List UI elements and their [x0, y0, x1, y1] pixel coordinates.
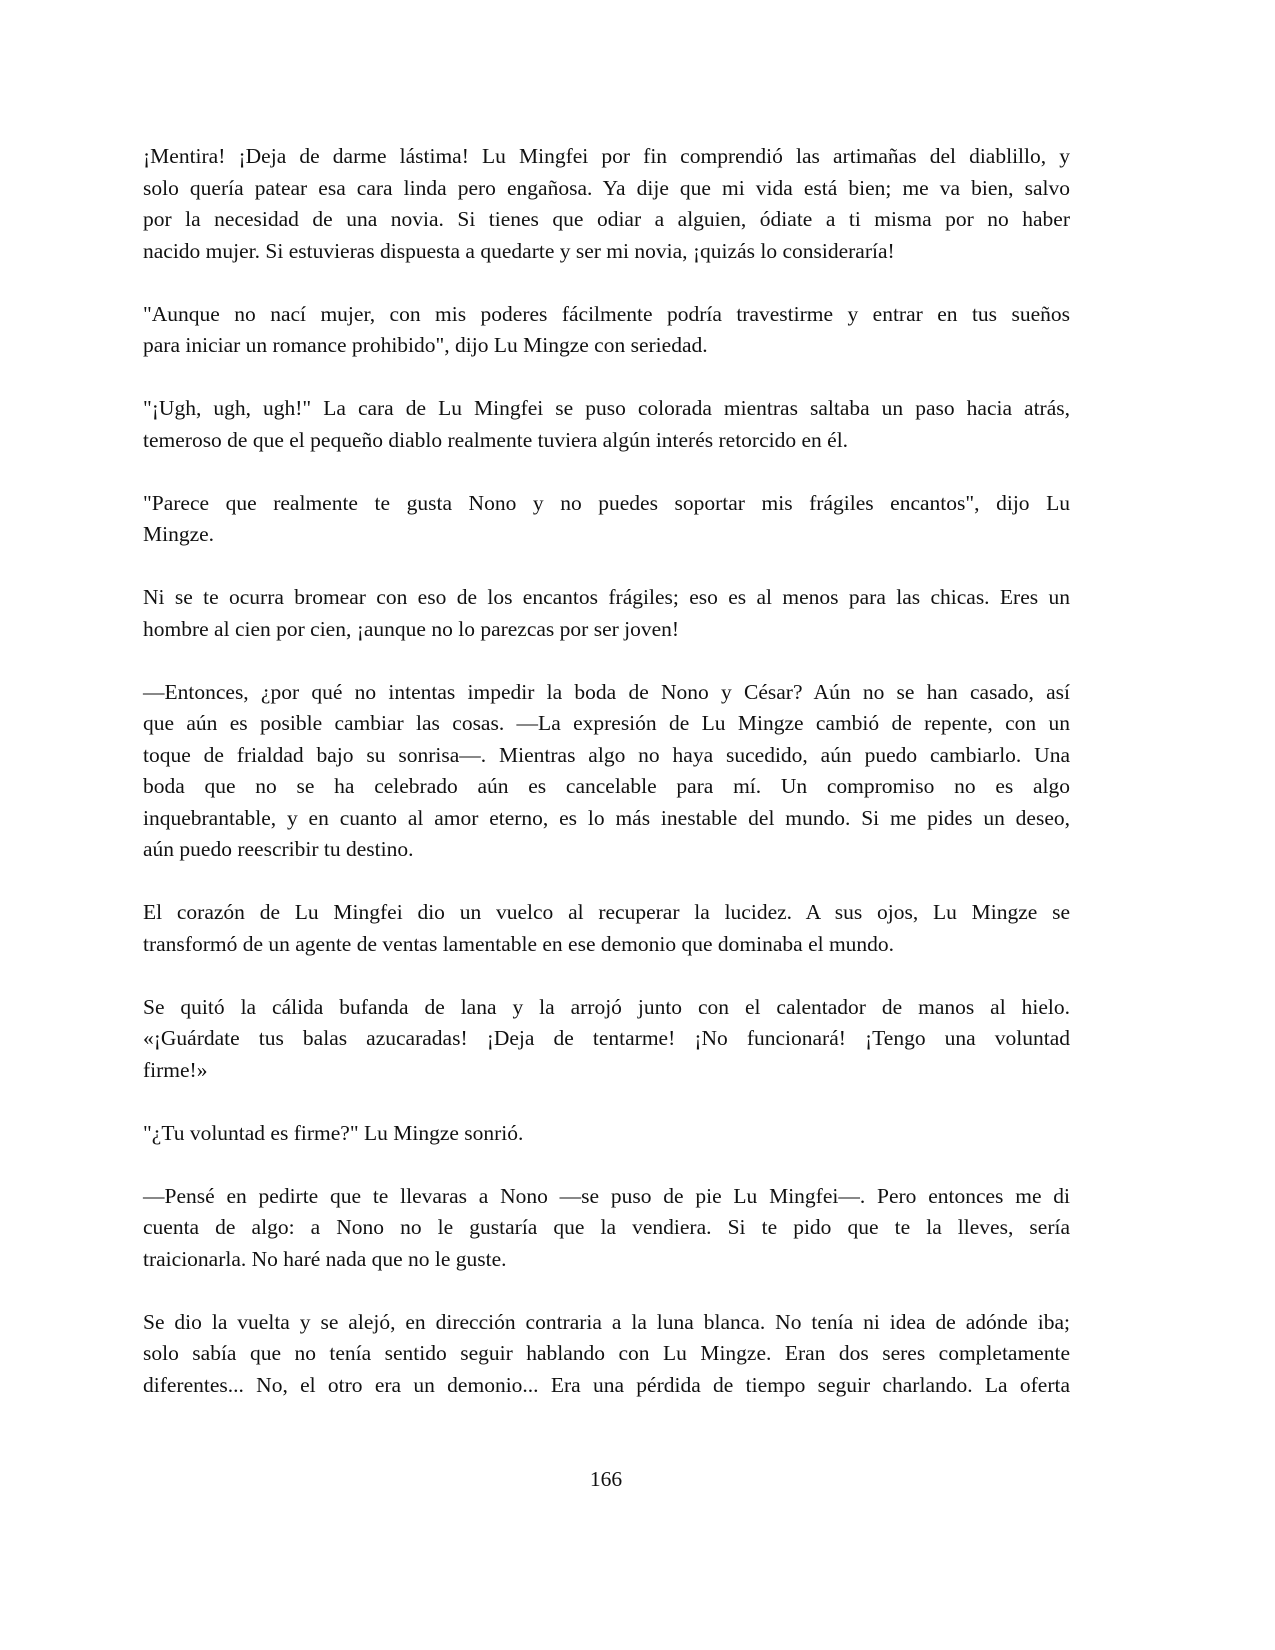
- text-line: —Pensé en pedirte que te llevaras a Nono —se puso de pie Lu Mingfei—. Pero entonces me di: [143, 1183, 1070, 1208]
- paragraph: [143, 141, 1070, 267]
- text-line: aún puedo reescribir tu destino.: [143, 837, 414, 861]
- text-line: "Parece que realmente te gusta Nono y no puedes soportar mis frágiles encantos", dijo Lu: [143, 490, 1070, 515]
- text-line: nacido mujer. Si estuvieras dispuesta a quedarte y ser mi novia, ¡quizás lo consideraría!: [143, 238, 895, 263]
- paragraph: [143, 299, 1070, 362]
- text-line: ¡Mentira! ¡Deja de darme lástima! Lu Mingfei por fin comprendió las artimañas del diablillo, y: [143, 144, 1070, 168]
- text-line: El corazón de Lu Mingfei dio un vuelco al recuperar la lucidez. A sus ojos, Lu Mingze se: [143, 900, 1070, 924]
- text-line: Se quitó la cálida bufanda de lana y la arrojó junto con el calentador de manos al hielo.: [143, 994, 1070, 1019]
- text-line: cuenta de algo: a Nono no le gustaría que la vendiera. Si te pido que te la lleves, sería: [143, 1215, 1070, 1239]
- text-line: boda que no se ha celebrado aún es cancelable para mí. Un compromiso no es algo: [143, 774, 1070, 798]
- paragraph: [143, 897, 1070, 960]
- paragraph: [143, 1307, 1070, 1402]
- text-line: firme!»: [143, 1057, 208, 1082]
- text-line: diferentes... No, el otro era un demonio... Era una pérdida de tiempo seguir charlando. La oferta: [143, 1372, 1070, 1397]
- text-line: para iniciar un romance prohibido", dijo Lu Mingze con seriedad.: [143, 333, 708, 357]
- paragraph: [143, 992, 1070, 1087]
- paragraph: [143, 488, 1070, 551]
- text-line: traicionarla. No haré nada que no le guste.: [143, 1246, 507, 1271]
- text-line: Se dio la vuelta y se alejó, en dirección contraria a la luna blanca. No tenía ni idea de adónde iba;: [143, 1309, 1070, 1334]
- paragraph: [143, 677, 1070, 866]
- paragraph: [143, 1181, 1070, 1276]
- text-line: —Entonces, ¿por qué no intentas impedir la boda de Nono y César? Aún no se han casado, así: [143, 679, 1070, 704]
- text-line: Ni se te ocurra bromear con eso de los encantos frágiles; eso es al menos para las chicas. Eres un: [143, 585, 1070, 609]
- paragraph: [143, 1118, 1070, 1150]
- text-line: inquebrantable, y en cuanto al amor eterno, es lo más inestable del mundo. Si me pides un deseo,: [143, 805, 1070, 830]
- text-line: «¡Guárdate tus balas azucaradas! ¡Deja de tentarme! ¡No funcionará! ¡Tengo una voluntad: [143, 1026, 1070, 1050]
- text-line: solo quería patear esa cara linda pero engañosa. Ya dije que mi vida está bien; me va bien, salvo: [143, 175, 1070, 200]
- paragraph: [143, 582, 1070, 645]
- text-line: Mingze.: [143, 522, 215, 546]
- text-line: solo sabía que no tenía sentido seguir hablando con Lu Mingze. Eran dos seres completamente: [143, 1341, 1070, 1365]
- paragraph: [143, 393, 1070, 456]
- text-line: toque de frialdad bajo su sonrisa—. Mientras algo no haya sucedido, aún puedo cambiarlo. Una: [143, 742, 1070, 767]
- page-number: 166: [589, 1467, 623, 1491]
- text-line: transformó de un agente de ventas lamentable en ese demonio que dominaba el mundo.: [143, 931, 895, 956]
- text-line: "¡Ugh, ugh, ugh!" La cara de Lu Mingfei se puso colorada mientras saltaba un paso hacia atrás,: [143, 396, 1070, 420]
- text-line: que aún es posible cambiar las cosas. —La expresión de Lu Mingze cambió de repente, con un: [143, 711, 1070, 735]
- page-body: [143, 141, 1070, 1433]
- text-line: temeroso de que el pequeño diablo realmente tuviera algún interés retorcido en él.: [143, 427, 849, 452]
- text-line: por la necesidad de una novia. Si tienes que odiar a alguien, ódiate a ti misma por no haber: [143, 207, 1070, 231]
- text-line: "Aunque no nací mujer, con mis poderes fácilmente podría travestirme y entrar en tus sueños: [143, 301, 1070, 326]
- text-line: hombre al cien por cien, ¡aunque no lo parezcas por ser joven!: [143, 616, 680, 641]
- text-line: "¿Tu voluntad es firme?" Lu Mingze sonrió.: [143, 1120, 524, 1145]
